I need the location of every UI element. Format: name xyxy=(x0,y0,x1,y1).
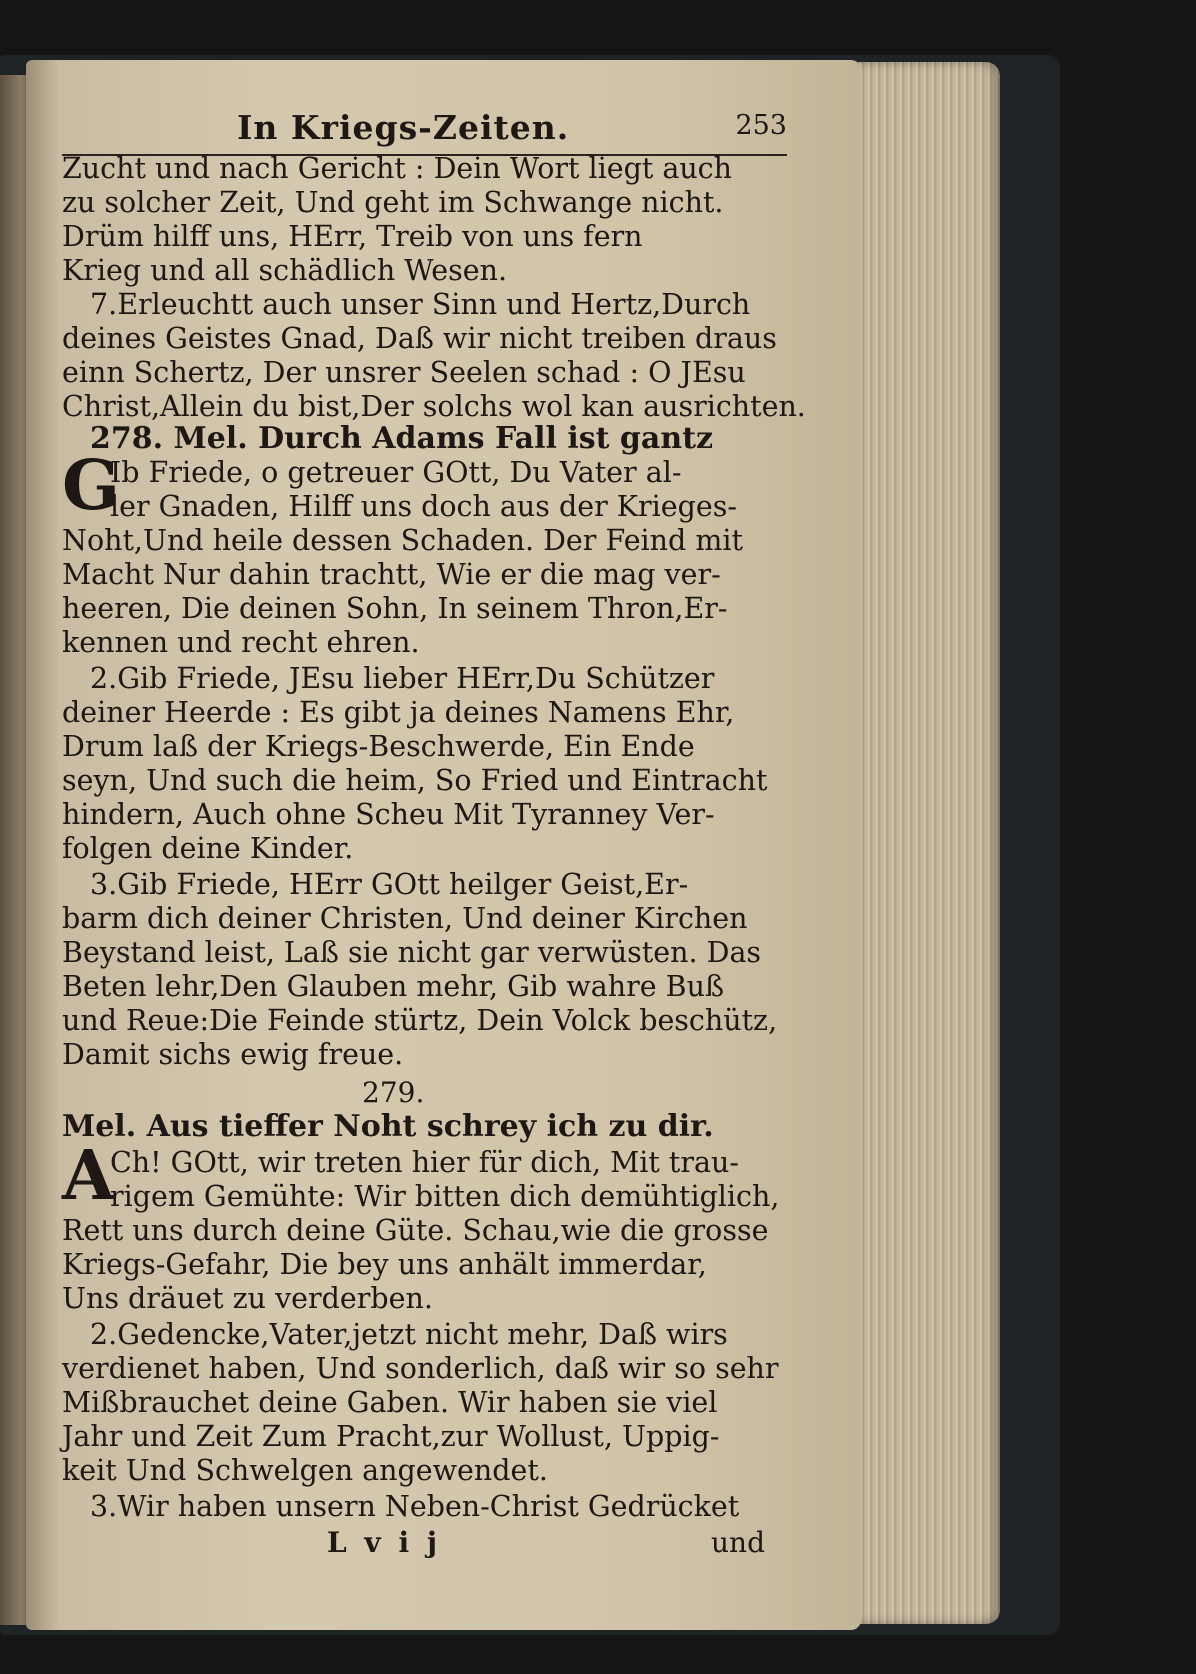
verse-line: barm dich deiner Christen, Und deiner Kirchen xyxy=(62,902,748,935)
verse-line: hindern, Auch ohne Scheu Mit Tyranney Ver- xyxy=(62,798,715,831)
verse-line: deines Geistes Gnad, Daß wir nicht treiben draus xyxy=(62,322,777,355)
hymn-number: 279. xyxy=(362,1076,425,1109)
verse-line: Beystand leist, Laß sie nicht gar verwüsten. Das xyxy=(62,936,762,969)
text-line: Krieg und all schädlich Wesen. xyxy=(62,254,508,287)
hymn-line: heeren, Die deinen Sohn, In seinem Thron,Er- xyxy=(62,592,728,625)
hymn-melody-heading: 278. Mel. Durch Adams Fall ist gantz xyxy=(90,421,714,456)
text-line: zu solcher Zeit, Und geht im Schwange nicht. xyxy=(62,186,724,219)
text-line: Drüm hilff uns, HErr, Treib von uns fern xyxy=(62,220,643,253)
verse-line: 2.Gib Friede, JEsu lieber HErr,Du Schützer xyxy=(90,662,715,695)
verse-line: Beten lehr,Den Glauben mehr, Gib wahre Buß xyxy=(62,970,724,1003)
verse-line: 3.Gib Friede, HErr GOtt heilger Geist,Er- xyxy=(90,868,689,901)
hymn-line: ler Gnaden, Hilff uns doch aus der Krieges- xyxy=(110,490,738,523)
hymn-line: kennen und recht ehren. xyxy=(62,626,420,659)
verse-line: Mißbrauchet deine Gaben. Wir haben sie viel xyxy=(62,1386,718,1419)
hymn-line: Uns dräuet zu verderben. xyxy=(62,1282,433,1315)
hymn-line: Ch! GOtt, wir treten hier für dich, Mit trau- xyxy=(110,1146,739,1179)
page-edges xyxy=(858,62,1000,1624)
verse-line: keit Und Schwelgen angewendet. xyxy=(62,1454,548,1487)
verse-line: Jahr und Zeit Zum Pracht,zur Wollust, Uppig- xyxy=(62,1420,720,1453)
verse-line: Damit sichs ewig freue. xyxy=(62,1038,404,1071)
text-line: Zucht und nach Gericht : Dein Wort liegt auch xyxy=(62,152,733,185)
hymn-line: Macht Nur dahin trachtt, Wie er die mag ver- xyxy=(62,558,721,591)
verse-line: 2.Gedencke,Vater,jetzt nicht mehr, Daß wirs xyxy=(90,1318,728,1351)
hymn-line: Kriegs-Gefahr, Die bey uns anhält immerdar, xyxy=(62,1248,707,1281)
hymn-line: Rett uns durch deine Güte. Schau,wie die grosse xyxy=(62,1214,769,1247)
catchword: und xyxy=(711,1526,765,1559)
hymn-line: rigem Gemühte: Wir bitten dich demühtiglich, xyxy=(110,1180,780,1213)
verse-line: seyn, Und such die heim, So Fried und Eintracht xyxy=(62,764,768,797)
verse-line: deiner Heerde : Es gibt ja deines Namens Ehr, xyxy=(62,696,735,729)
running-title: In Kriegs-Zeiten. xyxy=(237,108,570,147)
page-number: 253 xyxy=(735,110,787,141)
drop-cap: G xyxy=(62,446,121,526)
verse-line: verdienet haben, Und sonderlich, daß wir so sehr xyxy=(62,1352,779,1385)
verse-line: Christ,Allein du bist,Der solchs wol kan ausrichten. xyxy=(62,390,806,423)
hymn-melody-heading: Mel. Aus tieffer Noht schrey ich zu dir. xyxy=(62,1109,714,1144)
verse-line: und Reue:Die Feinde stürtz, Dein Volck beschütz, xyxy=(62,1004,778,1037)
signature-mark: L v i j xyxy=(327,1526,441,1559)
verse-line: folgen deine Kinder. xyxy=(62,832,354,865)
verse-line: 7.Erleuchtt auch unser Sinn und Hertz,Durch xyxy=(90,288,751,321)
verse-line: 3.Wir haben unsern Neben-Christ Gedrücket xyxy=(90,1490,740,1523)
drop-cap: A xyxy=(62,1136,115,1216)
page-text xyxy=(62,108,806,1598)
hymn-line: Ib Friede, o getreuer GOtt, Du Vater al- xyxy=(110,456,682,489)
hymn-line: Noht,Und heile dessen Schaden. Der Feind mit xyxy=(62,524,743,557)
verse-line: Drum laß der Kriegs-Beschwerde, Ein Ende xyxy=(62,730,695,763)
verse-line: einn Schertz, Der unsrer Seelen schad : O JEsu xyxy=(62,356,746,389)
running-head xyxy=(62,108,787,156)
